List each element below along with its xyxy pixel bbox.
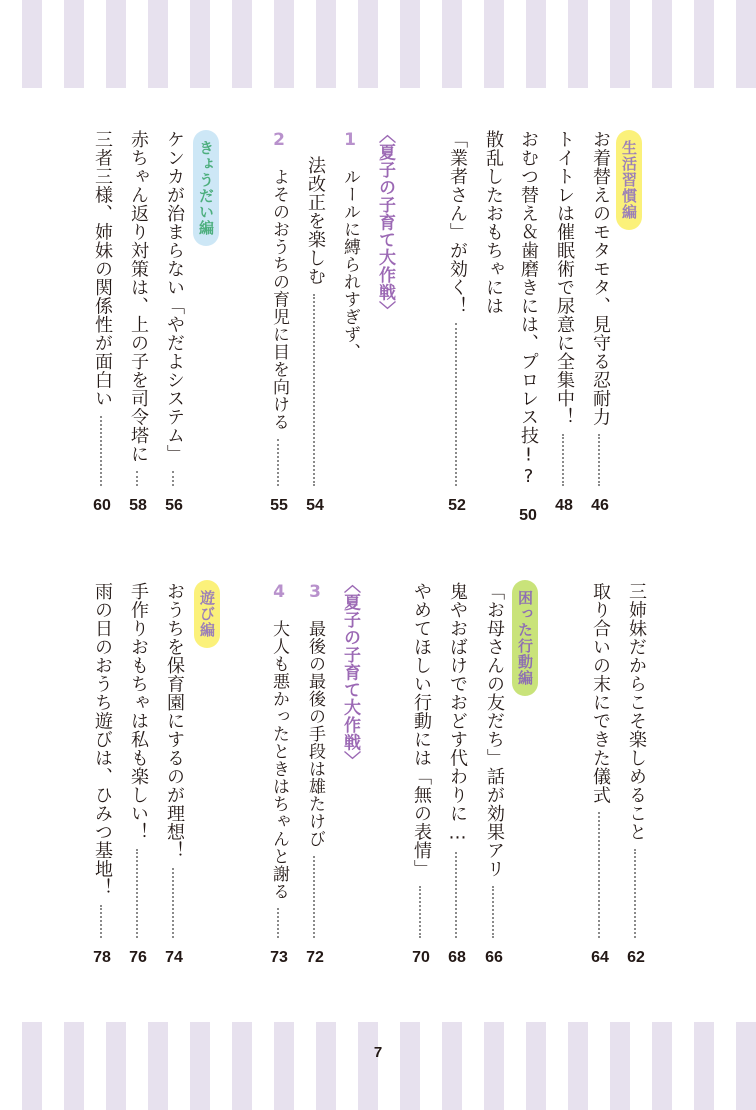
toc-entry[interactable]: 法改正を楽しむ 54 [305,156,326,514]
toc-entry[interactable]: 鬼やおばけでおどす代わりに… 68 [447,582,468,966]
toc-entry[interactable]: おむつ替え＆歯磨きには、プロレス技!? 50 [518,130,539,524]
leader-dots [100,905,104,939]
toc-entry[interactable]: ケンカが治まらない「やだよシステム」 56 [164,130,185,514]
leader-dots [562,434,566,486]
leader-dots [455,323,459,486]
toc-entry[interactable]: トイトレは催眠術で尿意に全集中！ 48 [554,130,575,514]
toc-entry[interactable]: 赤ちゃん返り対策は、上の子を司令塔に 58 [128,130,149,514]
toc-entry-line1[interactable]: 散乱したおもちゃには [483,130,504,315]
page-number: 7 [373,1044,383,1061]
toc-entry[interactable]: 「業者さん」が効く！ 52 [447,130,468,514]
toc-entry[interactable]: お着替えのモタモタ、見守る忍耐力 46 [590,130,611,514]
leader-dots [313,294,317,487]
toc-entry[interactable]: 三者三様、姉妹の関係性が面白い 60 [92,130,113,514]
section-label-asobi: 遊び編 [194,580,220,648]
top-stripe-band [0,0,756,88]
special-header: 〈夏子の子育て大作戦〉 [375,126,395,319]
bottom-stripe-band [0,1022,756,1110]
leader-dots [277,908,281,938]
toc-entry[interactable]: 手作りおもちゃは私も楽しい！ 76 [128,582,149,966]
toc-entry-line1[interactable]: 1 ルールに縛られすぎず、 [340,130,360,361]
leader-dots [100,416,104,487]
leader-dots [598,434,602,486]
leader-dots [136,849,140,938]
toc-entry[interactable]: おうちを保育園にするのが理想！ 74 [164,582,185,966]
section-label-komatta: 困った行動編 [512,580,538,696]
leader-dots [136,471,140,486]
leader-dots [172,868,176,939]
leader-dots [419,886,423,938]
toc-entry[interactable]: 2 よそのおうちの育児に目を向ける 55 [269,130,289,514]
leader-dots [634,849,638,938]
leader-dots [277,439,281,487]
section-label-kyoudai: きょうだい編 [193,130,219,246]
leader-dots [455,852,459,938]
special-header: 〈夏子の子育て大作戦〉 [340,576,360,769]
toc-entry[interactable]: 4 大人も悪かったときはちゃんと謝る 73 [269,582,289,966]
leader-dots [492,886,496,938]
toc-entry[interactable]: 「お母さんの友だち」話が効果アリ 66 [484,582,505,966]
leader-dots [598,812,602,938]
toc-entry[interactable]: やめてほしい行動には「無の表情」 70 [411,582,432,966]
toc-entry[interactable]: 三姉妹だからこそ楽しめること 62 [626,582,647,966]
leader-dots [313,856,317,939]
toc-entry[interactable]: 取り合いの末にできた儀式 64 [590,582,611,966]
section-label-seikatsu: 生活習慣編 [616,130,642,230]
toc-entry[interactable]: 3 最後の最後の手段は雄たけび 72 [305,582,325,966]
leader-dots [172,471,176,486]
toc-entry[interactable]: 雨の日のおうち遊びは、ひみつ基地！ 78 [92,582,113,966]
